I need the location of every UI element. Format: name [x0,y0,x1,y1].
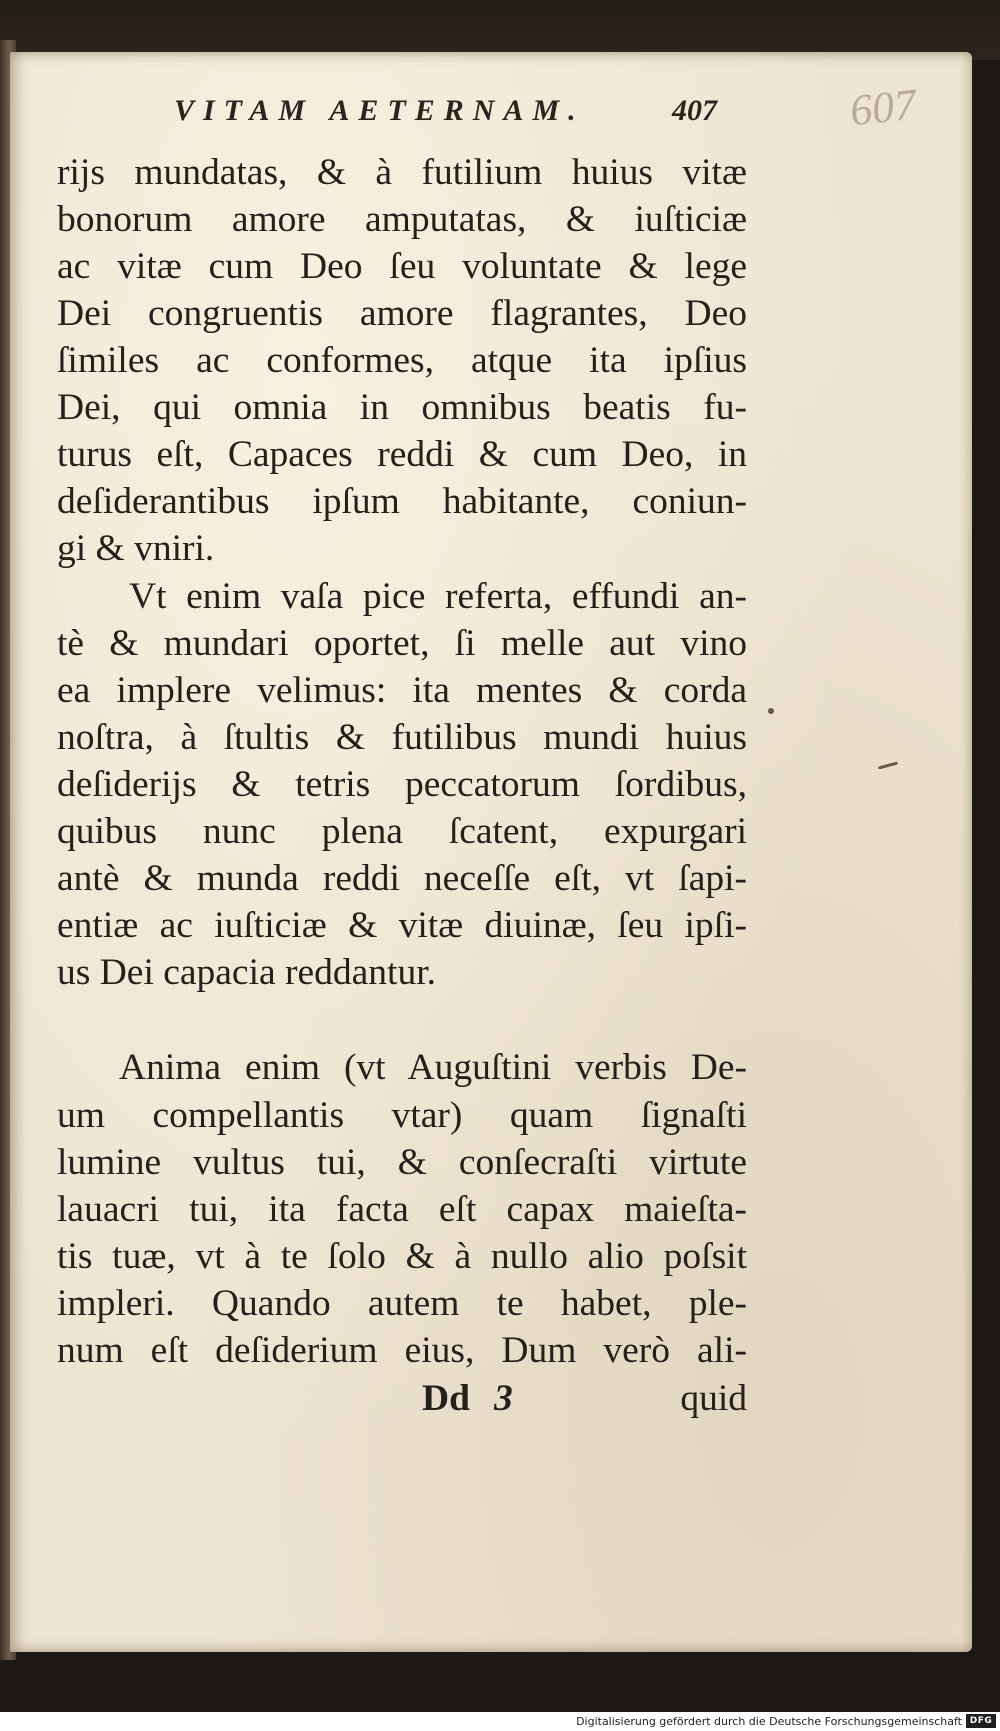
signature-line [57,1376,747,1422]
text-line-18: us Dei capacia reddantur. [57,952,436,993]
margin-ink-dot [768,708,774,714]
text-line-25: num eſt deſiderium eius, Dum verò ali- [57,1330,747,1371]
text-line-14: deſiderijs & tetris peccatorum ſordibus, [57,764,747,805]
digitization-credit: Digitalisierung gefördert durch die Deutsche Forschungsgemeinschaft [576,1715,962,1728]
text-line-1: rijs mundatas, & à futilium huius vitæ [57,152,747,193]
text-line-6: Dei, qui omnia in omnibus beatis fu- [57,387,747,428]
signature-mark [422,1376,513,1422]
dfg-logo: DFG [966,1714,996,1728]
text-line-23: tis tuæ, vt à te ſolo & à nullo alio poſsit [57,1236,747,1277]
book-page [10,52,972,1652]
catchword: quid [680,1378,747,1419]
text-line-8: deſiderantibus ipſum habitante, coniun- [57,481,747,522]
text-line-2: bonorum amore amputatas, & iuſticiæ [57,199,747,240]
paragraph-2-first-line: Vt enim vaſa pice referta, effundi an- [129,576,747,617]
text-line-15: quibus nunc plena ſcatent, expurgari [57,811,747,852]
running-head: VITAM AETERNAM. [174,94,585,127]
text-line-7: turus eſt, Capaces reddi & cum Deo, in [57,434,747,475]
page-header [70,94,790,144]
scan-background-top [0,0,1000,60]
text-line-11: tè & mundari oportet, ſi melle aut vino [57,623,747,664]
text-line-5: ſimiles ac conformes, atque ita ipſius [57,340,747,381]
text-line-17: entiæ ac iuſticiæ & vitæ diuinæ, ſeu ipſi- [57,905,747,946]
signature-number: 3 [493,1378,513,1419]
pencil-folio-number: 607 [847,79,919,136]
text-line-16: antè & munda reddi neceſſe eſt, vt ſapi- [57,858,747,899]
page-number: 407 [672,94,717,127]
text-line-3: ac vitæ cum Deo ſeu voluntate & lege [57,246,747,287]
margin-ink-stroke [878,761,898,769]
paragraph-3-first-line: Anima enim (vt Auguſtini verbis De- [119,1047,747,1088]
text-line-21: lumine vultus tui, & conſecraſti virtute [57,1142,747,1183]
signature-letters: Dd [422,1378,470,1419]
text-line-24: impleri. Quando autem te habet, ple- [57,1283,747,1324]
text-line-20: um compellantis vtar) quam ſignaſti [57,1095,747,1136]
text-line-4: Dei congruentis amore flagrantes, Deo [57,293,747,334]
text-line-22: lauacri tui, ita facta eſt capax maieſta- [57,1189,747,1230]
text-line-13: noſtra, à ſtultis & futilibus mundi huius [57,717,747,758]
text-line-12: ea implere velimus: ita mentes & corda [57,670,747,711]
digitization-footer [0,1712,1000,1731]
text-line-9: gi & vniri. [57,528,215,569]
